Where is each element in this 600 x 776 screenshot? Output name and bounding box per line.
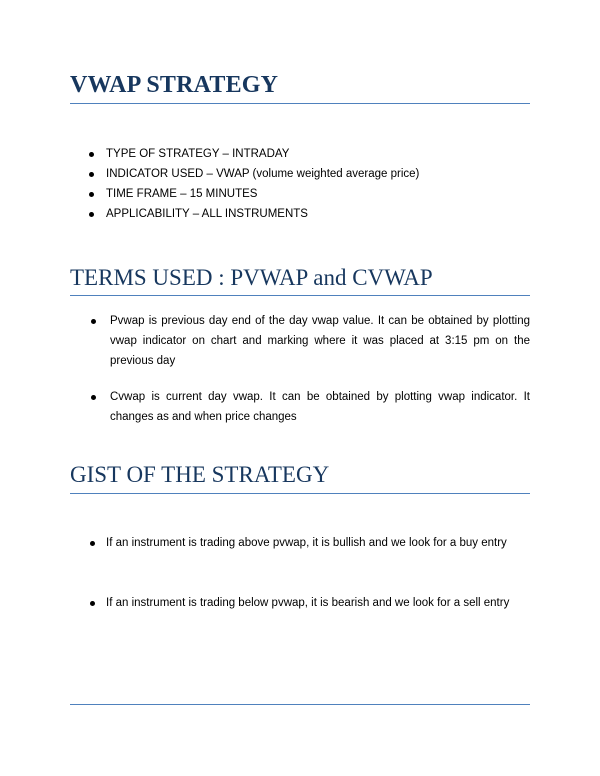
bullet-icon: [89, 192, 94, 197]
bullet-icon: [91, 319, 96, 324]
list-item-text: TYPE OF STRATEGY – INTRADAY: [106, 148, 290, 160]
bullet-icon: [91, 395, 96, 400]
list-item-text: INDICATOR USED – VWAP (volume weighted average price): [106, 168, 420, 180]
list-item-text: If an instrument is trading above pvwap, it is bullish and we look for a buy entry: [106, 537, 507, 549]
list-item: [106, 167, 419, 187]
list-item: [110, 387, 530, 427]
bullet-icon: [89, 152, 94, 157]
bullet-icon: [90, 541, 95, 546]
terms-heading: TERMS USED : PVWAP and CVWAP: [70, 265, 433, 290]
terms-underline: [70, 295, 530, 296]
list-item: [106, 207, 419, 227]
list-item: [106, 147, 419, 167]
list-item-text: TIME FRAME – 15 MINUTES: [106, 188, 258, 200]
list-item-text: Cvwap is current day vwap. It can be obtained by plotting vwap indicator. It changes as and when price changes: [110, 391, 530, 423]
page-bottom-rule: [70, 704, 530, 705]
list-item: [106, 533, 530, 553]
list-item-text: Pvwap is previous day end of the day vwap value. It can be obtained by plotting vwap indicator on chart and marking where it was placed at 3:15 pm on the previous day: [110, 315, 530, 367]
overview-list: [106, 147, 419, 227]
bullet-icon: [90, 601, 95, 606]
list-item: [106, 593, 530, 613]
document-title: VWAP STRATEGY: [70, 72, 279, 98]
gist-underline: [70, 493, 530, 494]
title-underline: [70, 103, 530, 104]
bullet-icon: [89, 172, 94, 177]
list-item: [110, 311, 530, 371]
list-item: [106, 187, 419, 207]
list-item-text: If an instrument is trading below pvwap, it is bearish and we look for a sell entry: [106, 597, 510, 609]
list-item-text: APPLICABILITY – ALL INSTRUMENTS: [106, 208, 308, 220]
bullet-icon: [89, 212, 94, 217]
gist-heading: GIST OF THE STRATEGY: [70, 462, 330, 487]
